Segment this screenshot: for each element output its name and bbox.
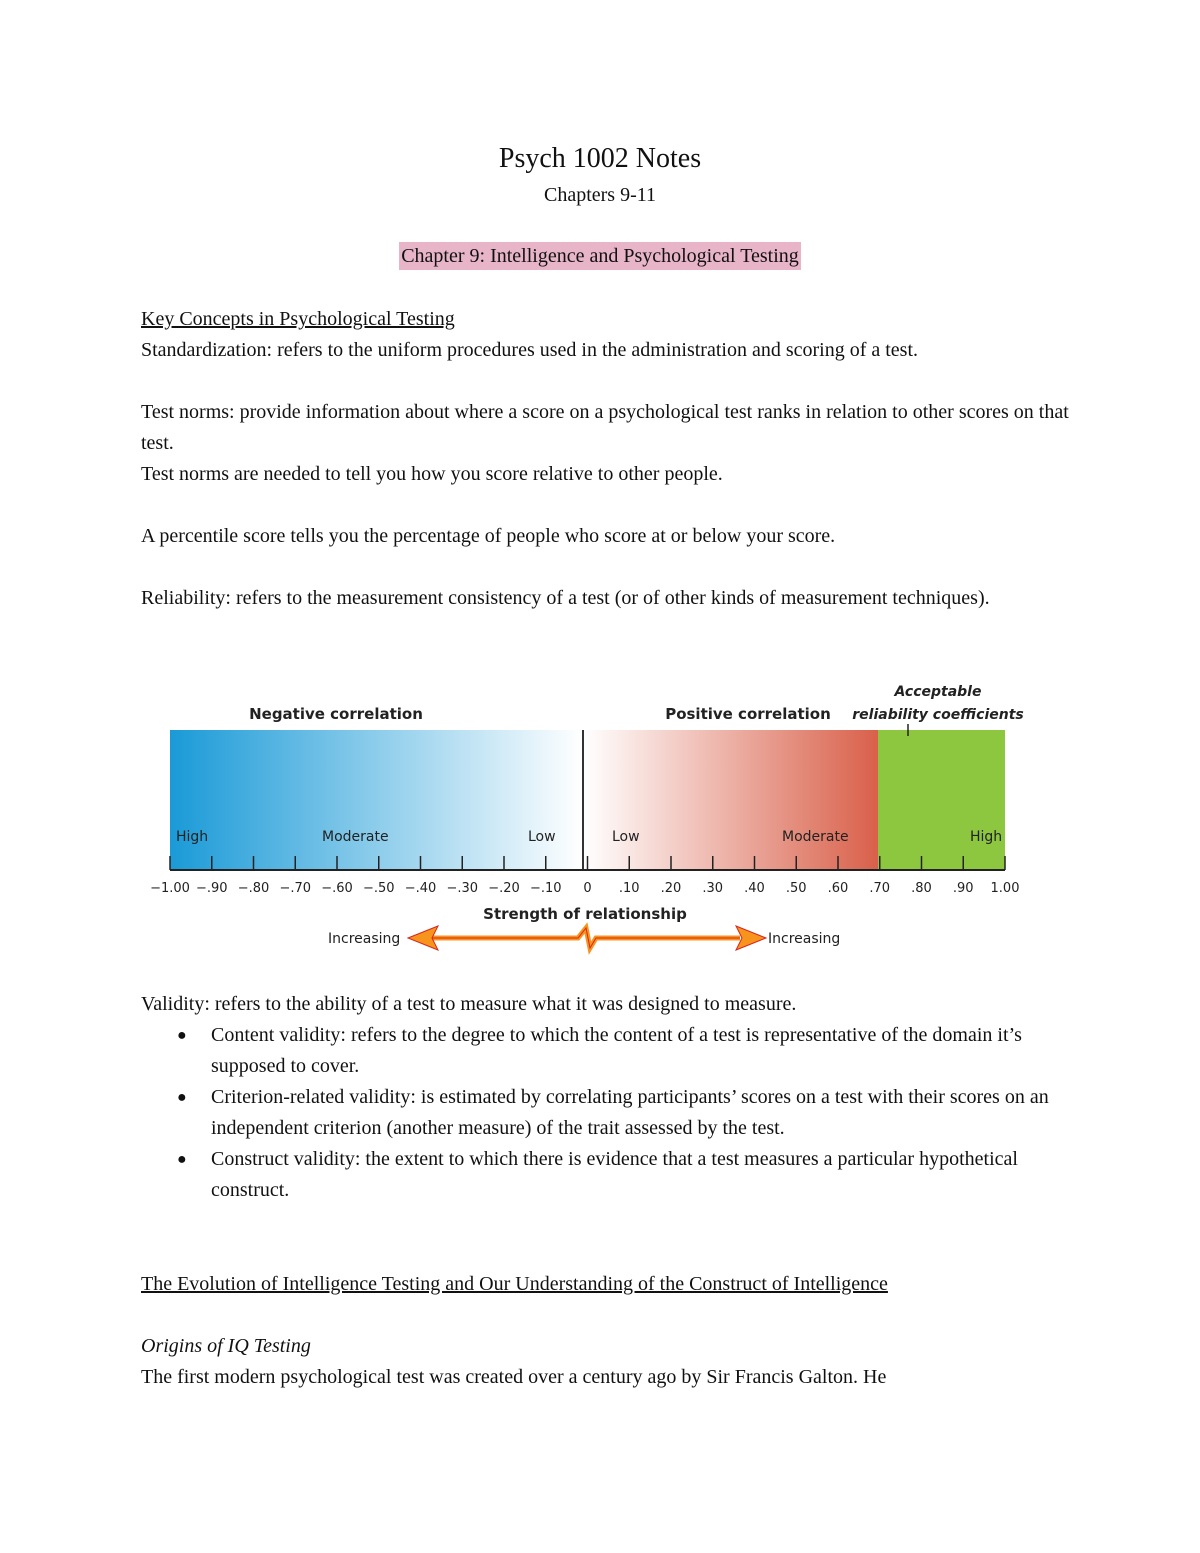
axis-tick-label: 0 xyxy=(583,881,592,896)
axis-tick-label: .90 xyxy=(952,881,974,896)
paragraph-standardization: Standardization: refers to the uniform procedures used in the administration and scoring of a test. xyxy=(141,339,919,361)
paragraph-origins: The first modern psychological test was created over a century ago by Sir Francis Galton. He xyxy=(141,1366,887,1388)
acceptable-label-line1: Acceptable xyxy=(894,684,982,700)
axis-tick-label: −.80 xyxy=(237,881,270,896)
bullet-icon: ● xyxy=(177,1151,187,1168)
axis-tick-label: −.20 xyxy=(488,881,520,896)
axis-tick-label: −.90 xyxy=(195,881,228,896)
axis-tick-label: −.50 xyxy=(362,881,395,896)
document-title: Psych 1002 Notes xyxy=(498,143,702,174)
paragraph-reliability: Reliability: refers to the measurement consistency of a test (or of other kinds of measurement techniques). xyxy=(141,587,990,609)
axis-tick-label: 1.00 xyxy=(990,881,1020,896)
increasing-arrow xyxy=(408,926,766,950)
paragraph-validity: Validity: refers to the ability of a test to measure what it was designed to measure. xyxy=(141,993,797,1015)
section-key-concepts xyxy=(141,304,1071,366)
paragraph-test-norms-block xyxy=(141,397,1071,490)
list-item-text: Content validity: refers to the degree to which the content of a test is representative of the domain it’s supposed to cover. xyxy=(211,1024,1022,1077)
arrow-head-right xyxy=(736,926,766,950)
bullet-icon: ● xyxy=(177,1089,187,1106)
section-heading-key-concepts: Key Concepts in Psychological Testing xyxy=(141,308,455,330)
axis-tick-label: .10 xyxy=(618,881,640,896)
paragraph-percentile-block xyxy=(141,521,1071,552)
neg-low-label: Low xyxy=(528,829,556,845)
negative-correlation-label: Negative correlation xyxy=(249,705,423,723)
neg-high-label: High xyxy=(176,829,209,845)
axis-tick-label: −.40 xyxy=(404,881,437,896)
validity-bullet-list xyxy=(141,1020,1071,1206)
neg-moderate-label: Moderate xyxy=(322,829,389,845)
axis-tick-label: −.10 xyxy=(529,881,562,896)
acceptable-label-line2: reliability coefficients xyxy=(852,707,1024,723)
list-item xyxy=(141,1020,1071,1082)
subheading-origins: Origins of IQ Testing xyxy=(141,1335,311,1357)
paragraph-reliability-block xyxy=(141,583,1071,614)
paragraph-validity-block xyxy=(141,989,1071,1020)
paragraph-test-norms-2: Test norms are needed to tell you how you score relative to other people. xyxy=(141,463,723,485)
increasing-left-label: Increasing xyxy=(328,931,401,947)
chapter-heading: Chapter 9: Intelligence and Psychological Testing xyxy=(399,242,801,270)
axis-tick-label: −1.00 xyxy=(150,881,190,896)
reliability-correlation-figure xyxy=(138,676,1038,966)
pos-moderate-label: Moderate xyxy=(782,829,849,845)
chapter-heading-wrap xyxy=(0,242,1200,270)
pos-low-label: Low xyxy=(612,829,640,845)
paragraph-percentile: A percentile score tells you the percentage of people who score at or below your score. xyxy=(141,525,836,547)
axis-tick-label: .60 xyxy=(827,881,849,896)
axis-tick-label: .70 xyxy=(869,881,891,896)
axis-title: Strength of relationship xyxy=(483,905,687,923)
axis-tick-label: .30 xyxy=(702,881,724,896)
list-item xyxy=(141,1082,1071,1144)
section-heading-evolution: The Evolution of Intelligence Testing and Our Understanding of the Construct of Intelligence xyxy=(141,1273,888,1295)
axis-tick-label: −.70 xyxy=(279,881,312,896)
pos-high-label: High xyxy=(970,829,1003,845)
axis-tick-label: −.30 xyxy=(446,881,479,896)
axis-tick-label: .80 xyxy=(911,881,932,896)
axis-tick-label: .40 xyxy=(744,881,765,896)
section-evolution xyxy=(141,1269,1071,1300)
positive-correlation-bar xyxy=(584,730,878,870)
axis-tick-label: .20 xyxy=(660,881,682,896)
paragraph-test-norms: Test norms: provide information about where a score on a psychological test ranks in relation to other scores on that test. xyxy=(141,401,1069,454)
list-item-text: Criterion-related validity: is estimated by correlating participants’ scores on a test with their scores on an independent criterion (another measure) of the trait assessed by the test. xyxy=(211,1086,1049,1139)
acceptable-reliability-bar xyxy=(878,730,1005,870)
list-item-text: Construct validity: the extent to which there is evidence that a test measures a particular hypothetical construct. xyxy=(211,1148,1018,1201)
bullet-icon: ● xyxy=(177,1027,187,1044)
document-subtitle: Chapters 9-11 xyxy=(543,184,656,206)
axis-tick-label: −.60 xyxy=(321,881,353,896)
subsection-origins xyxy=(141,1331,1071,1393)
increasing-right-label: Increasing xyxy=(768,931,841,947)
axis-tick-label: .50 xyxy=(785,881,807,896)
list-item xyxy=(141,1144,1071,1206)
negative-correlation-bar xyxy=(170,730,582,870)
positive-correlation-label: Positive correlation xyxy=(665,705,831,723)
